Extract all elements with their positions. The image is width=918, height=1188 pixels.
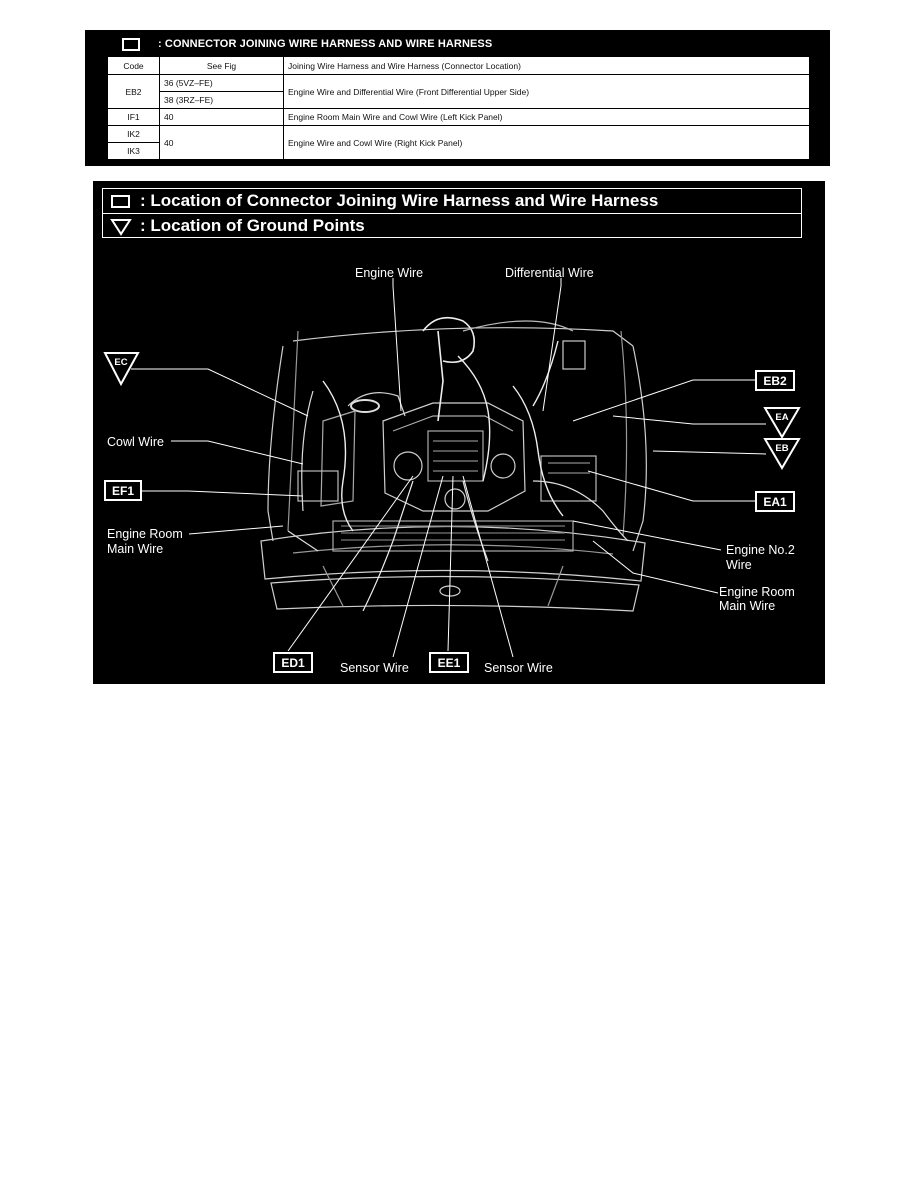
cell-code: IK3 [108, 142, 160, 159]
connector-table-header [85, 30, 830, 56]
label-differential-wire: Differential Wire [505, 266, 594, 280]
label-sensor-wire-left: Sensor Wire [340, 661, 409, 675]
connector-code-ee1 [430, 653, 468, 672]
engine-compartment-diagram [93, 181, 825, 684]
table-row [108, 75, 810, 92]
legend-ground-text: : Location of Ground Points [140, 216, 365, 235]
ground-point-eb [765, 439, 799, 468]
ground-point-text: EA [775, 412, 789, 423]
cell-description: Engine Wire and Cowl Wire (Right Kick Panel) [284, 126, 810, 160]
connector-code-ea1 [756, 492, 794, 511]
header-code: Code [108, 57, 160, 75]
cell-description: Engine Wire and Differential Wire (Front Differential Upper Side) [284, 75, 810, 109]
connector-code-text: EA1 [763, 495, 787, 509]
cell-see-fig: 40 [160, 126, 284, 160]
connector-code-text: EE1 [437, 656, 461, 670]
connector-code-text: EF1 [111, 484, 135, 498]
label-engine-wire: Engine Wire [355, 266, 424, 280]
table-row [108, 126, 810, 143]
label-engine-room-main-wire-right: Main Wire [719, 599, 776, 613]
connector-code-text: EB2 [763, 374, 787, 388]
leader-lines [131, 278, 766, 657]
label-engine-no2-wire: Wire [726, 558, 752, 572]
label-cowl-wire: Cowl Wire [107, 435, 164, 449]
header-description: Joining Wire Harness and Wire Harness (Connector Location) [284, 57, 810, 75]
connector-code-text: ED1 [281, 656, 305, 670]
connector-code-ed1 [274, 653, 312, 672]
label-engine-room-main-wire-left: Main Wire [107, 542, 164, 556]
connector-square-icon [122, 38, 140, 51]
connector-table-title: : CONNECTOR JOINING WIRE HARNESS AND WIRE HARNESS [158, 38, 493, 50]
label-engine-room-main-wire-right: Engine Room [719, 585, 795, 599]
cell-see-fig: 36 (5VZ–FE) [160, 75, 284, 92]
connector-table [107, 56, 810, 160]
cell-code: IF1 [108, 109, 160, 126]
ground-point-ea [765, 408, 799, 437]
ground-point-text: EC [114, 357, 128, 368]
connector-code-ef1 [105, 481, 141, 500]
label-engine-room-main-wire-left: Engine Room [107, 527, 183, 541]
cell-see-fig: 40 [160, 109, 284, 126]
ground-point-text: EB [775, 443, 789, 454]
table-header-row [108, 57, 810, 75]
cell-code: IK2 [108, 126, 160, 143]
engine-bay-illustration [93, 181, 825, 684]
header-see-fig: See Fig [160, 57, 284, 75]
label-engine-no2-wire: Engine No.2 [726, 543, 795, 557]
label-sensor-wire-right: Sensor Wire [484, 661, 553, 675]
connector-table-panel [85, 30, 830, 166]
cell-code: EB2 [108, 75, 160, 109]
legend-connector-text: : Location of Connector Joining Wire Harness and Wire Harness [140, 191, 659, 210]
connector-code-eb2 [756, 371, 794, 390]
cell-description: Engine Room Main Wire and Cowl Wire (Left Kick Panel) [284, 109, 810, 126]
cell-see-fig: 38 (3RZ–FE) [160, 92, 284, 109]
engine-bay-artwork [261, 318, 646, 611]
table-row [108, 109, 810, 126]
